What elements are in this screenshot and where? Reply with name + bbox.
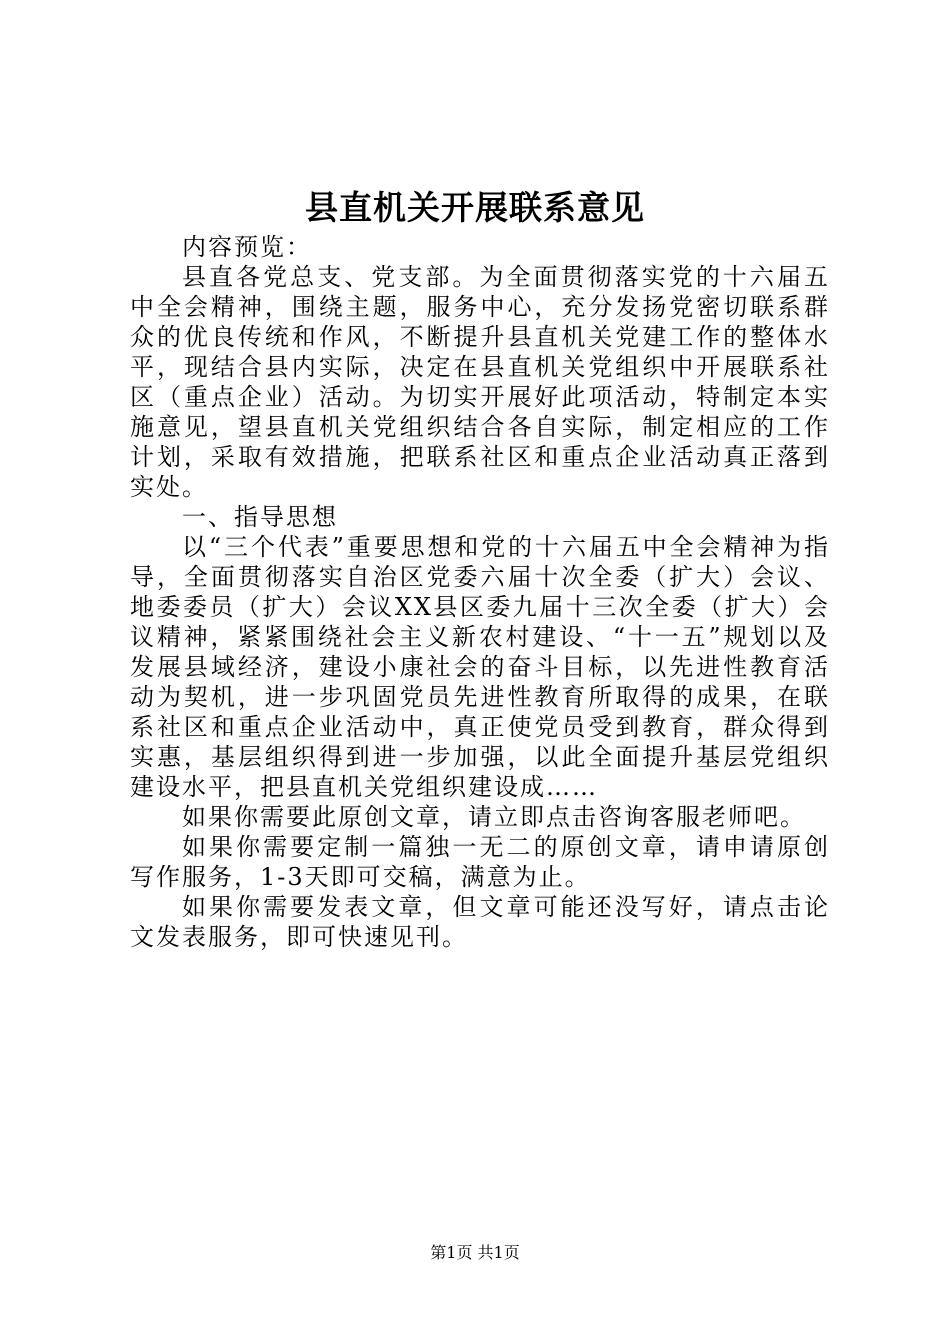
guiding-paragraph: 以“三个代表”重要思想和党的十六届五中全会精神为指导，全面贯彻落实自治区党委六届十次全委（扩大）会议、地委委员（扩大）会议XX县区委九届十三次全委（扩大）会议精神，紧紧围绕社会主义新农村建设、“十一五”规划以及发展县域经济，建设小康社会的奋斗目标，以先进性教育活动为契机，进一步巩固党员先进性教育所取得的成果，在联系社区和重点企业活动中，真正使党员受到教育，群众得到实惠，基层组织得到进一步加强，以此全面提升基层党组织建设水平，把县直机关党组织建设成…… <box>130 533 830 801</box>
intro-paragraph: 县直各党总支、党支部。为全面贯彻落实党的十六届五中全会精神，围绕主题，服务中心，充分发扬党密切联系群众的优良传统和作风，不断提升县直机关党建工作的整体水平，现结合县内实际，决定在县直机关党组织中开展联系社区（重点企业）活动。为切实开展好此项活动，特制定本实施意见，望县直机关党组织结合各自实际，制定相应的工作计划，采取有效措施，把联系社区和重点企业活动真正落到实处。 <box>130 263 830 501</box>
promo-custom-paragraph: 如果你需要定制一篇独一无二的原创文章，请申请原创写作服务，1-3天即可交稿，满意为止。 <box>130 833 830 891</box>
page-number: 第1页 共1页 <box>430 1243 520 1262</box>
document-title: 县直机关开展联系意见 <box>305 188 645 227</box>
preview-label: 内容预览： <box>182 233 312 261</box>
section-heading: 一、指导思想 <box>182 503 338 531</box>
promo-publish-paragraph: 如果你需要发表文章，但文章可能还没写好，请点击论文发表服务，即可快速见刊。 <box>130 893 830 951</box>
promo-consult-paragraph: 如果你需要此原创文章，请立即点击咨询客服老师吧。 <box>182 803 806 831</box>
page-footer <box>0 1243 950 1263</box>
document-body <box>130 232 830 952</box>
